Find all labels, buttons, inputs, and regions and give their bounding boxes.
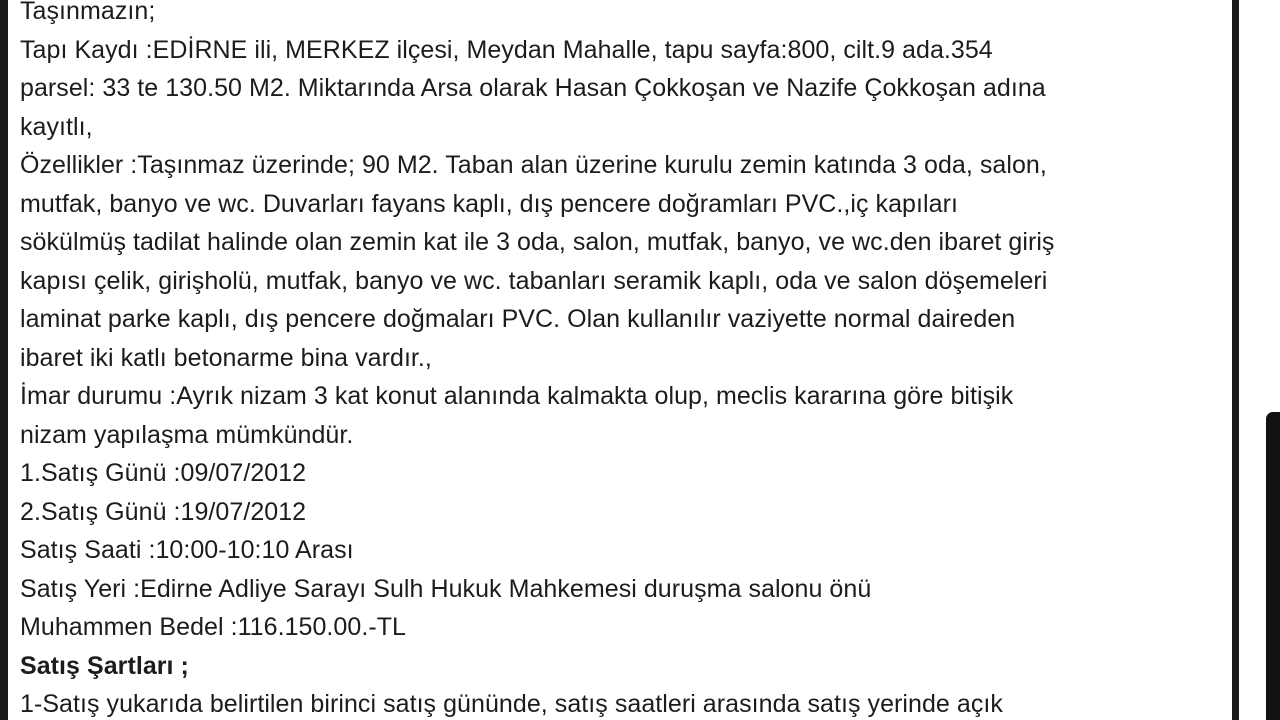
estimated-value: Muhammen Bedel :116.150.00.-TL bbox=[20, 613, 406, 641]
sale-terms-heading: Satış Şartları ; bbox=[20, 651, 189, 680]
imar-durumu-line-1: İmar durumu :Ayrık nizam 3 kat konut alanında kalmakta olup, meclis kararına göre bitişik bbox=[20, 382, 1014, 410]
tapu-kaydi-line-3: kayıtlı, bbox=[20, 112, 93, 141]
first-sale-date: 1.Satış Günü :09/07/2012 bbox=[20, 459, 307, 487]
second-sale-date: 2.Satış Günü :19/07/2012 bbox=[20, 497, 307, 526]
ozellikler-line-5: laminat parke kaplı, dış pencere doğmaları PVC. Olan kullanılır vaziyette normal daireden bbox=[20, 305, 1016, 333]
scrollbar-thumb[interactable] bbox=[1266, 412, 1280, 720]
ozellikler-line-6: ibaret iki katlı betonarme bina vardır., bbox=[20, 343, 432, 372]
sale-time: Satış Saati :10:00-10:10 Arası bbox=[20, 536, 354, 564]
heading-tasinmazin: Taşınmazın; bbox=[20, 0, 156, 25]
sale-terms-item-1: 1-Satış yukarıda belirtilen birinci satış gününde, satış saatleri arasında satış yerinde açık bbox=[20, 690, 1003, 718]
sale-place: Satış Yeri :Edirne Adliye Sarayı Sulh Hukuk Mahkemesi duruşma salonu önü bbox=[20, 574, 872, 603]
imar-durumu-line-2: nizam yapılaşma mümkündür. bbox=[20, 420, 354, 449]
tapu-kaydi-line-1: Tapı Kaydı :EDİRNE ili, MERKEZ ilçesi, Meydan Mahalle, tapu sayfa:800, cilt.9 ada.354 bbox=[20, 35, 993, 64]
document-body bbox=[20, 0, 1225, 720]
tapu-kaydi-line-2: parsel: 33 te 130.50 M2. Miktarında Arsa olarak Hasan Çokkoşan ve Nazife Çokkoşan adına bbox=[20, 74, 1046, 102]
left-border bbox=[0, 0, 8, 720]
ozellikler-line-2: mutfak, banyo ve wc. Duvarları fayans kaplı, dış pencere doğramları PVC.,iç kapıları bbox=[20, 189, 958, 218]
ozellikler-line-3: sökülmüş tadilat halinde olan zemin kat ile 3 oda, salon, mutfak, banyo, ve wc.den ibaret giriş bbox=[20, 228, 1055, 256]
ozellikler-line-1: Özellikler :Taşınmaz üzerinde; 90 M2. Taban alan üzerine kurulu zemin katında 3 oda, salon, bbox=[20, 151, 1047, 179]
ozellikler-line-4: kapısı çelik, girişholü, mutfak, banyo ve wc. tabanları seramik kaplı, oda ve salon döşemeleri bbox=[20, 266, 1048, 295]
right-border bbox=[1232, 0, 1239, 720]
